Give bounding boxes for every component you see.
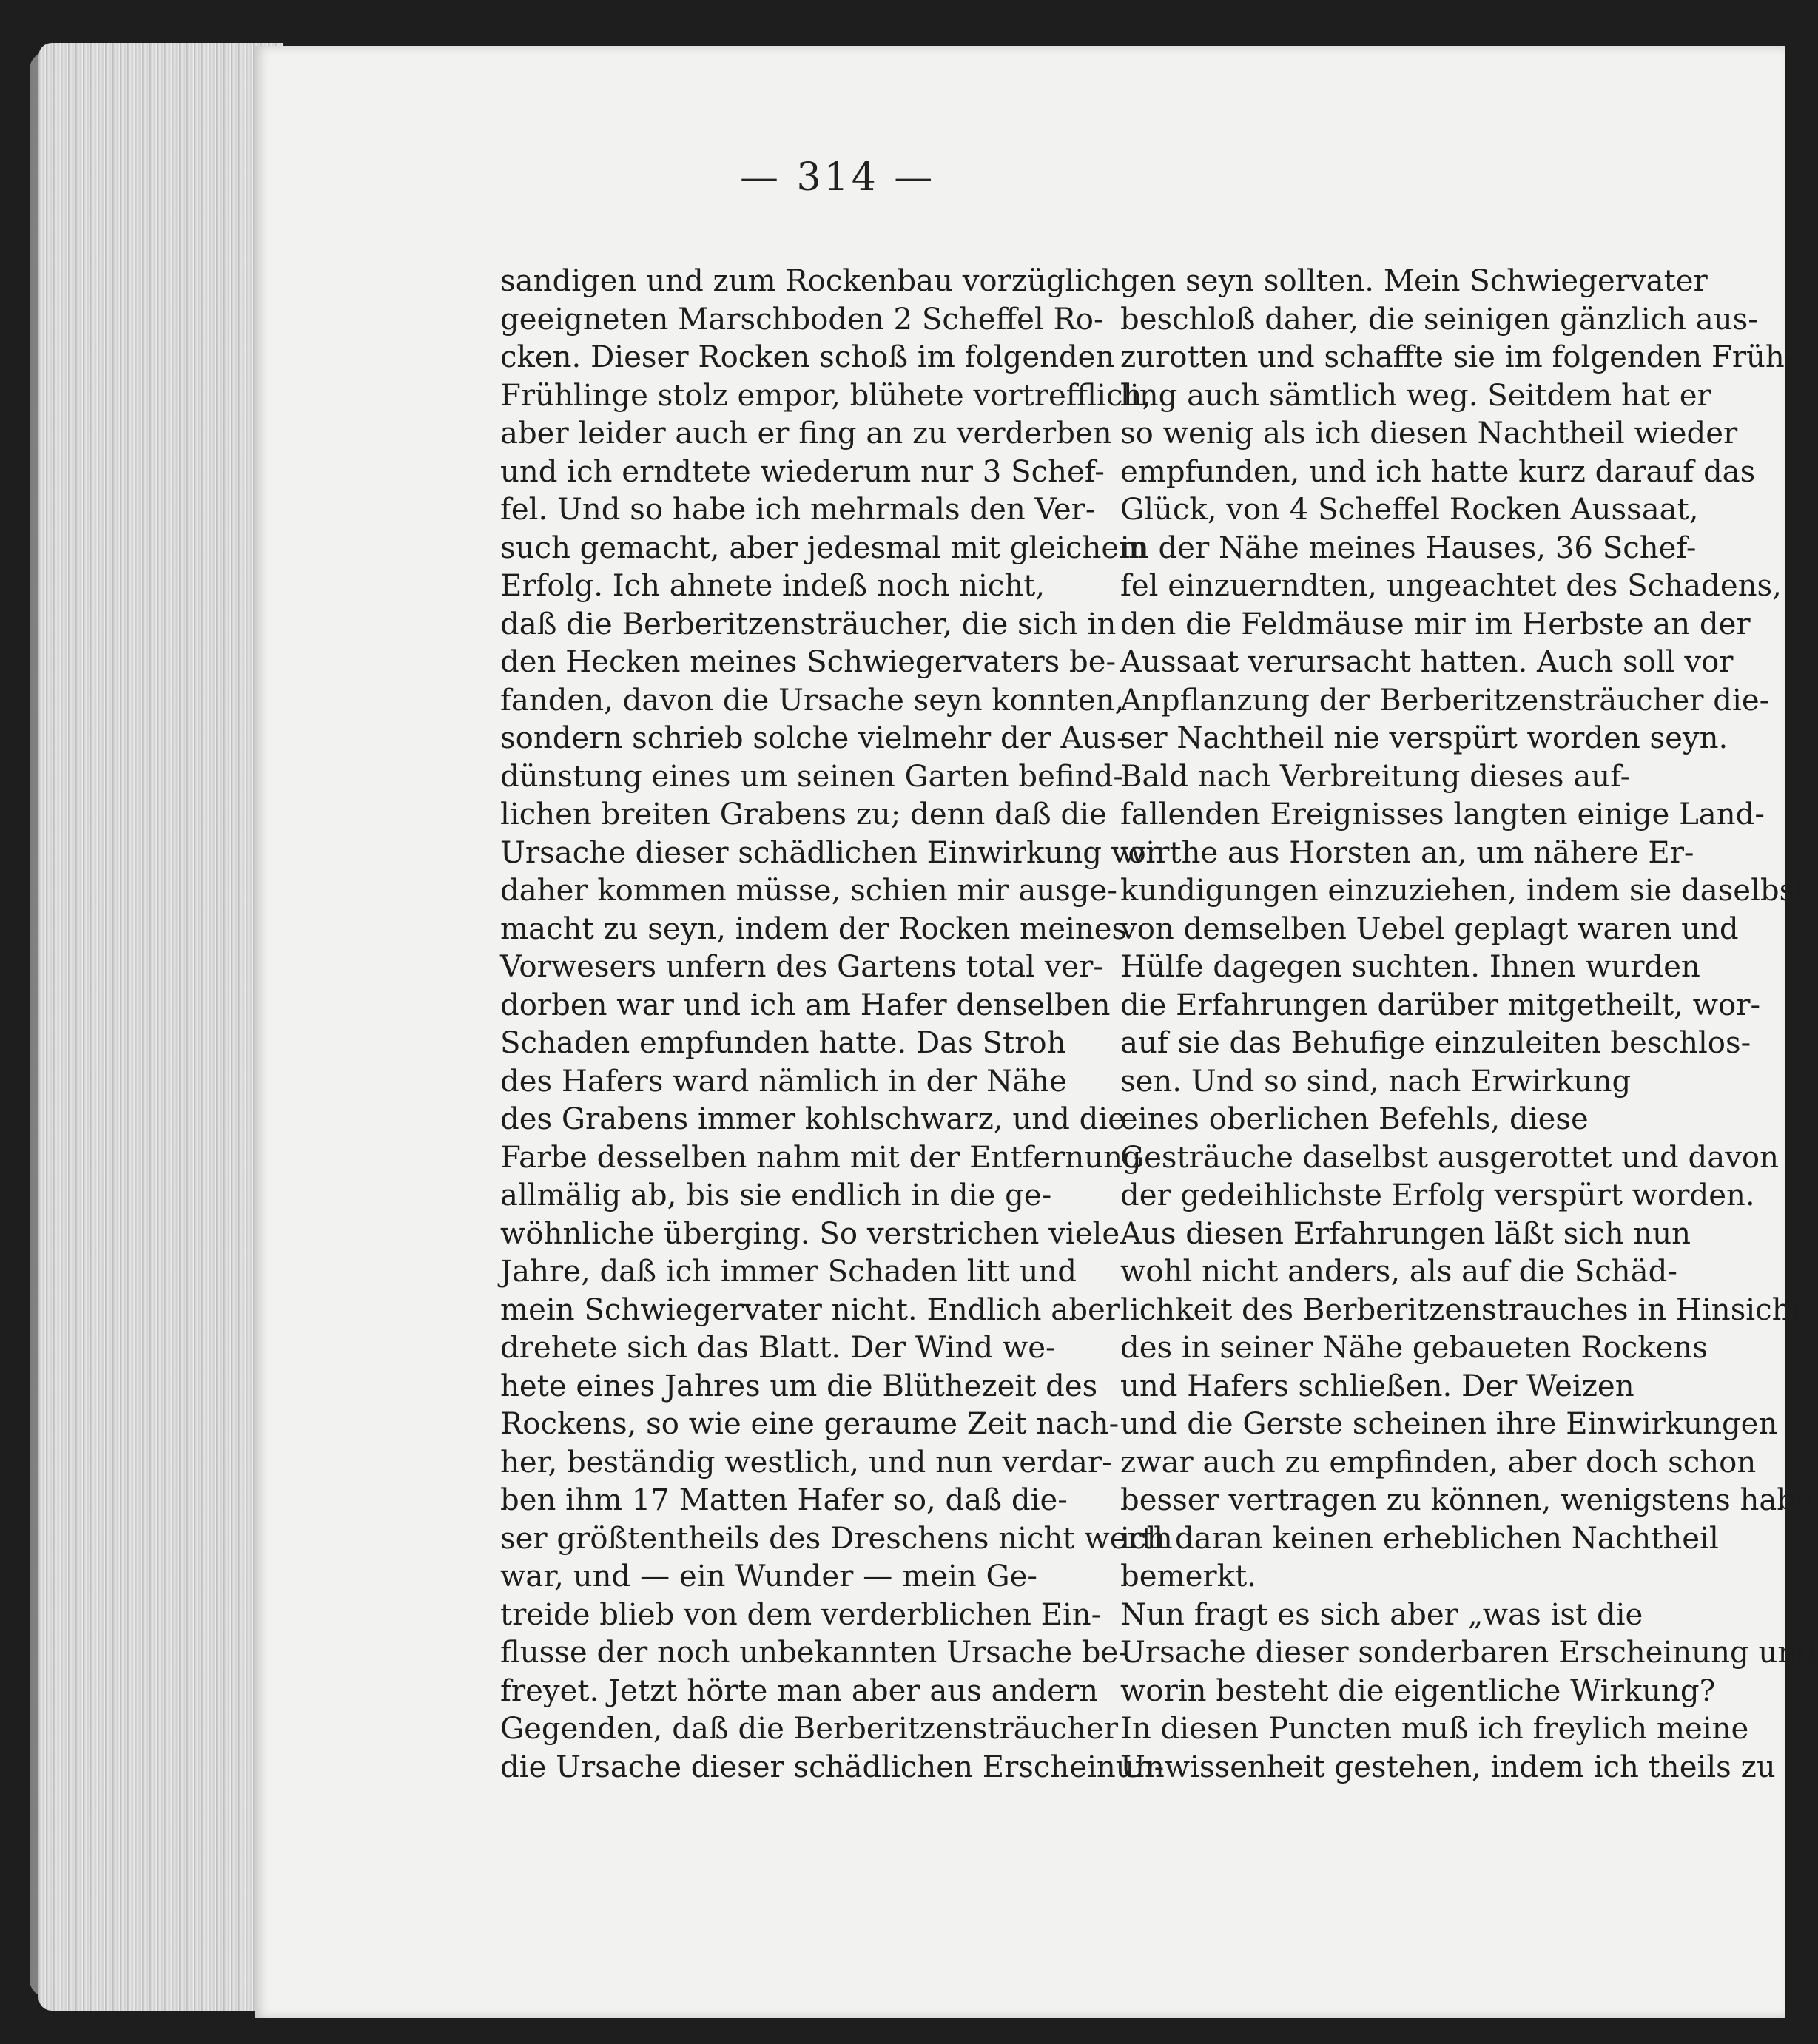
text-line: Jahre, daß ich immer Schaden litt und	[500, 1255, 1077, 1289]
text-line: des Grabens immer kohlschwarz, und die	[500, 1102, 1126, 1136]
book-page-edges	[38, 43, 283, 2011]
text-line: ling auch sämtlich weg. Seitdem hat er	[1120, 378, 1711, 413]
text-line: Bald nach Verbreitung dieses auf-	[1120, 759, 1631, 794]
text-line: mein Schwiegervater nicht. Endlich aber	[500, 1292, 1120, 1327]
text-line: in der Nähe meines Hauses, 36 Schef-	[1120, 530, 1697, 565]
text-line: der gedeihlichste Erfolg verspürt worden.	[1120, 1178, 1755, 1212]
text-line: Anpflanzung der Berberitzensträucher die-	[1120, 683, 1770, 718]
text-line: gen seyn sollten. Mein Schwiegervater	[1120, 264, 1708, 298]
text-line: aber leider auch er fing an zu verderben	[500, 416, 1112, 451]
text-line: zurotten und schaffte sie im folgenden Früh-	[1120, 340, 1795, 374]
text-line: worin besteht die eigentliche Wirkung?	[1120, 1673, 1716, 1708]
text-line: den Hecken meines Schwiegervaters be-	[500, 645, 1117, 679]
left-text-column	[500, 263, 1173, 1787]
text-line: Erfolg. Ich ahnete indeß noch nicht,	[500, 569, 1046, 603]
text-line: freyet. Jetzt hörte man aber aus andern	[500, 1673, 1099, 1708]
text-line: Ursache dieser schädlichen Einwirkung von	[500, 835, 1165, 870]
text-line: sen. Und so sind, nach Erwirkung	[1120, 1064, 1632, 1099]
text-line: Gesträuche daselbst ausgerottet und davon	[1120, 1140, 1779, 1175]
text-line: zwar auch zu empfinden, aber doch schon	[1120, 1445, 1757, 1480]
text-line: wöhnliche überging. So verstrichen viele	[500, 1216, 1120, 1251]
text-line: fel einzuerndten, ungeachtet des Schadens,	[1120, 569, 1782, 603]
text-line: sandigen und zum Rockenbau vorzüglich	[500, 264, 1120, 298]
text-line: Hülfe dagegen suchten. Ihnen wurden	[1120, 950, 1700, 984]
text-line: daher kommen müsse, schien mir ausge-	[500, 874, 1117, 908]
text-line: und Hafers schließen. Der Weizen	[1120, 1369, 1634, 1403]
text-line: dorben war und ich am Hafer denselben	[500, 988, 1111, 1022]
text-line: fel. Und so habe ich mehrmals den Ver-	[500, 493, 1096, 527]
text-line: Aussaat verursacht hatten. Auch soll vor	[1120, 645, 1734, 679]
text-line: war, und — ein Wunder — mein Ge-	[500, 1559, 1037, 1593]
text-line: so wenig als ich diesen Nachtheil wieder	[1120, 416, 1738, 451]
right-text-column	[1120, 263, 1816, 1787]
text-line: flusse der noch unbekannten Ursache be-	[500, 1636, 1128, 1670]
text-line: treide blieb von dem verderblichen Ein-	[500, 1597, 1102, 1632]
text-line: des Hafers ward nämlich in der Nähe	[500, 1064, 1067, 1099]
text-line: den die Feldmäuse mir im Herbste an der	[1120, 607, 1751, 641]
text-line: sondern schrieb solche vielmehr der Aus-	[500, 721, 1127, 755]
text-line: besser vertragen zu können, wenigstens habe	[1120, 1483, 1814, 1517]
text-line: lichen breiten Grabens zu; denn daß die	[500, 797, 1107, 832]
text-line: empfunden, und ich hatte kurz darauf das	[1120, 454, 1756, 489]
text-line: Vorwesers unfern des Gartens total ver-	[500, 950, 1103, 984]
text-line: hete eines Jahres um die Blüthezeit des	[500, 1369, 1098, 1403]
text-line: dünstung eines um seinen Garten befind-	[500, 759, 1123, 794]
text-line: geeigneten Marschboden 2 Scheffel Ro-	[500, 302, 1104, 337]
text-line: wirthe aus Horsten an, um nähere Er-	[1120, 835, 1694, 870]
text-line: Ursache dieser sonderbaren Erscheinung und	[1120, 1636, 1816, 1670]
text-line: fanden, davon die Ursache seyn konnten,	[500, 683, 1125, 718]
text-line: ben ihm 17 Matten Hafer so, daß die-	[500, 1483, 1068, 1517]
text-line: drehete sich das Blatt. Der Wind we-	[500, 1331, 1056, 1365]
text-line: In diesen Puncten muß ich freylich meine	[1120, 1712, 1749, 1746]
text-line: ich daran keinen erheblichen Nachtheil	[1120, 1521, 1719, 1556]
text-line: cken. Dieser Rocken schoß im folgenden	[500, 340, 1115, 374]
text-line: Farbe desselben nahm mit der Entfernung	[500, 1140, 1142, 1175]
text-line: ser Nachtheil nie verspürt worden seyn.	[1120, 721, 1728, 755]
text-line: des in seiner Nähe gebaueten Rockens	[1120, 1331, 1708, 1365]
text-line: die Ursache dieser schädlichen Erscheinun-	[500, 1750, 1165, 1784]
text-line: ser größtentheils des Dreschens nicht werth	[500, 1521, 1173, 1556]
text-line: Frühlinge stolz empor, blühete vortrefflich,	[500, 378, 1152, 413]
text-line: lichkeit des Berberitzenstrauches in Hinsicht	[1120, 1292, 1803, 1327]
text-line: kundigungen einzuziehen, indem sie daselbst	[1120, 874, 1807, 908]
text-line: die Erfahrungen darüber mitgetheilt, wor-	[1120, 988, 1761, 1022]
text-line: beschloß daher, die seinigen gänzlich aus-	[1120, 302, 1758, 337]
page-number-header: — 314 —	[740, 155, 936, 200]
text-line: und ich erndtete wiederum nur 3 Schef-	[500, 454, 1105, 489]
text-line: und die Gerste scheinen ihre Einwirkungen	[1120, 1407, 1778, 1441]
text-line: fallenden Ereignisses langten einige Land-	[1120, 797, 1765, 832]
text-line: daß die Berberitzensträucher, die sich in	[500, 607, 1117, 641]
text-line: macht zu seyn, indem der Rocken meines	[500, 911, 1128, 946]
text-line: Glück, von 4 Scheffel Rocken Aussaat,	[1120, 493, 1699, 527]
text-line: Nun fragt es sich aber „was ist die	[1120, 1597, 1643, 1632]
text-line: Unwissenheit gestehen, indem ich theils zu	[1120, 1750, 1776, 1784]
text-line: Aus diesen Erfahrungen läßt sich nun	[1120, 1216, 1691, 1251]
text-line: such gemacht, aber jedesmal mit gleichem	[500, 530, 1148, 565]
text-line: her, beständig westlich, und nun verdar-	[500, 1445, 1112, 1480]
text-line: auf sie das Behufige einzuleiten beschlos-	[1120, 1026, 1751, 1060]
text-line: wohl nicht anders, als auf die Schäd-	[1120, 1255, 1677, 1289]
text-line: bemerkt.	[1120, 1559, 1256, 1593]
text-line: von demselben Uebel geplagt waren und	[1120, 911, 1739, 946]
text-line: allmälig ab, bis sie endlich in die ge-	[500, 1178, 1052, 1212]
text-line: Gegenden, daß die Berberitzensträucher	[500, 1712, 1118, 1746]
text-line: eines oberlichen Befehls, diese	[1120, 1102, 1589, 1136]
text-line: Rockens, so wie eine geraume Zeit nach-	[500, 1407, 1120, 1441]
text-line: Schaden empfunden hatte. Das Stroh	[500, 1026, 1066, 1060]
